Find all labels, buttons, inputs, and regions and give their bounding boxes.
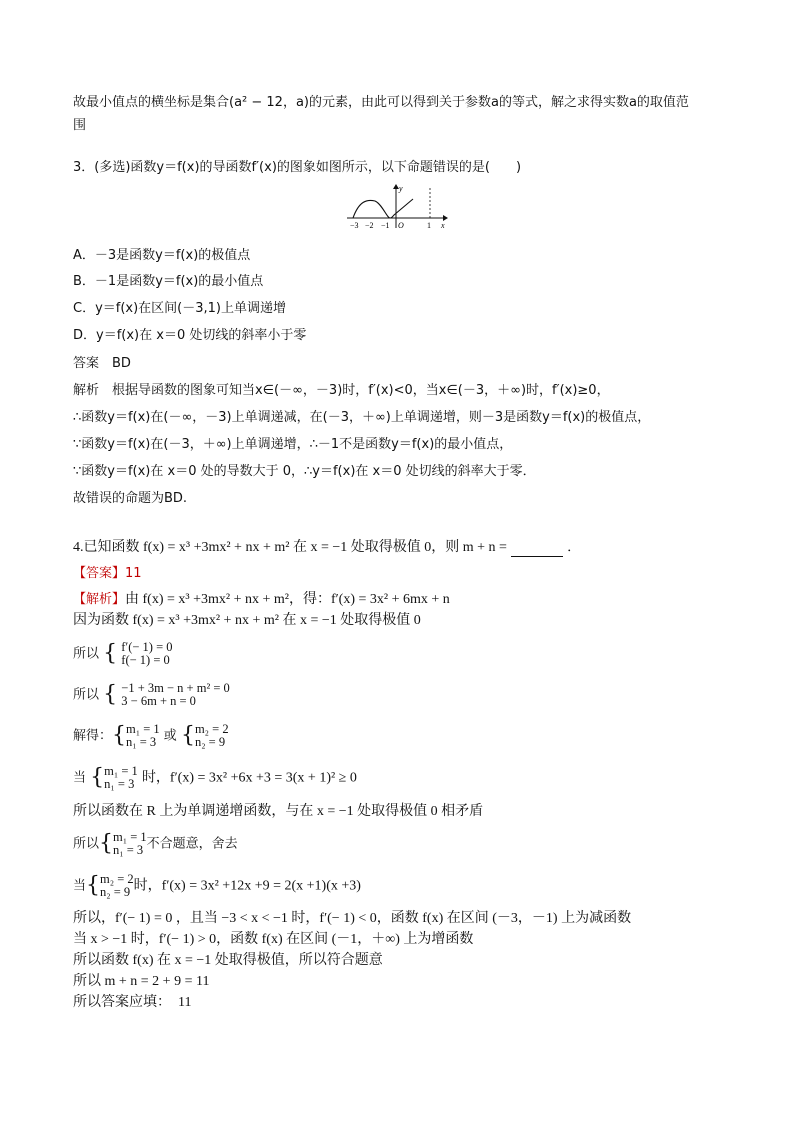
- brace: {: [112, 723, 127, 748]
- so-label: 所以: [73, 646, 100, 662]
- brace: {: [103, 682, 118, 707]
- reject-text: 不合题意，舍去: [146, 836, 238, 852]
- q4-system-2: [73, 681, 230, 710]
- tick-label-neg1: −1: [381, 221, 390, 230]
- answer-value: 11: [125, 566, 142, 581]
- case-1-text: 时，f′(x) = 3x² +6x +3 = 3(x + 1)² ≥ 0: [141, 770, 357, 786]
- origin-label: O: [398, 221, 404, 230]
- reject-m: m₁ = 1: [113, 830, 147, 844]
- q4-analysis-first: [73, 591, 450, 609]
- solution-1-n: n₁ = 3: [126, 735, 157, 749]
- derivative-curve: [353, 199, 413, 218]
- q4-answer: [73, 565, 142, 583]
- when-label: 当: [73, 770, 87, 786]
- q4-stem-text: 4.已知函数 f(x) = x³ +3mx² + nx + m² 在 x = −1 处取得极值 0，则 m + n =: [73, 540, 507, 555]
- q4-reject: [73, 830, 238, 859]
- q4-line-e: 所以答案应填： 11: [73, 995, 192, 1010]
- case-1-m: m₁ = 1: [104, 764, 138, 778]
- reject-values: [113, 831, 147, 857]
- solution-1-m: m₁ = 1: [126, 722, 160, 736]
- answer-tag: 【答案】: [73, 566, 126, 581]
- q3-analysis-5: 故错误的命题为BD.: [73, 491, 188, 506]
- derivative-graph: [345, 183, 450, 231]
- answer-blank: [511, 543, 563, 557]
- brace: {: [180, 723, 195, 748]
- tick-label-1: 1: [427, 221, 431, 230]
- brace: {: [103, 641, 118, 666]
- q4-line-a: 所以，f′(− 1) = 0 ，且当 −3 < x < −1 时，f′(− 1) < 0，函数 f(x) 在区间 (－3，－1) 上为减函数: [73, 911, 632, 926]
- solution-2-m: m₂ = 2: [194, 722, 229, 736]
- q4-line-b: 当 x > −1 时，f′(− 1) > 0，函数 f(x) 在区间 (－1，＋∞) 上为增函数: [73, 932, 474, 947]
- q4-contradiction: 所以函数在 R 上为单调递增函数，与在 x = −1 处取得极值 0 相矛盾: [73, 804, 484, 819]
- top-text-line-2: 围: [73, 118, 87, 133]
- q4-line-c: 所以函数 f(x) 在 x = −1 处取得极值，所以符合题意: [73, 953, 383, 968]
- q3-analysis-1: 解析 根据导函数的图象可知当x∈(－∞，－3)时，f′(x)<0，当x∈(－3，＋∞)时，f′(x)≥0，: [73, 383, 610, 398]
- q3-stem: 3．(多选)函数y＝f(x)的导函数f′(x)的图象如图所示，以下命题错误的是( ): [73, 160, 522, 175]
- reject-n: n₁ = 3: [113, 843, 144, 857]
- solution-1: [126, 723, 160, 749]
- q3-analysis-4: ∵函数y＝f(x)在 x＝0 处的导数大于 0，∴y＝f(x)在 x＝0 处切线的斜率大于零．: [73, 464, 536, 479]
- q4-because: 因为函数 f(x) = x³ +3mx² + nx + m² 在 x = −1 处取得极值 0: [73, 613, 421, 628]
- case-2-n: n₂ = 9: [100, 885, 131, 899]
- tick-label-neg3: −3: [350, 221, 359, 230]
- x-axis-label: x: [441, 221, 445, 230]
- q4-solutions: [73, 722, 229, 751]
- q4-system-1: [73, 640, 173, 669]
- solution-2: [195, 723, 229, 749]
- brace: {: [90, 765, 105, 790]
- tick-label-neg2: −2: [365, 221, 374, 230]
- case-2-m: m₂ = 2: [100, 872, 134, 886]
- q3-option-d: D．y＝f(x)在 x＝0 处切线的斜率小于零: [73, 328, 307, 343]
- q4-case-1: [73, 764, 357, 793]
- case-2-values: [100, 873, 134, 899]
- q4-line-d: 所以 m + n = 2 + 9 = 11: [73, 974, 210, 989]
- case-2-text: 时，f′(x) = 3x² +12x +9 = 2(x +1)(x +3): [133, 878, 361, 894]
- q4-case-2: [73, 872, 361, 901]
- analysis-tag: 【解析】: [73, 592, 126, 607]
- q3-answer: 答案 BD: [73, 356, 131, 371]
- system-1-eq2: f(− 1) = 0: [121, 653, 170, 667]
- y-axis-label: y: [399, 184, 403, 193]
- or-label: 或: [163, 728, 177, 744]
- q3-option-a: A．－3是函数y＝f(x)的极值点: [73, 248, 251, 263]
- case-1-values: [104, 765, 138, 791]
- system-1-eq1: f′(− 1) = 0: [121, 640, 173, 654]
- q3-analysis-2: ∴函数y＝f(x)在(－∞，－3)上单调递减，在(－3，＋∞)上单调递增，则－3是函数y＝f(x)的极值点，: [73, 410, 651, 425]
- solve-label: 解得：: [73, 728, 113, 744]
- so-label-3: 所以: [73, 836, 100, 852]
- brace: {: [86, 873, 101, 898]
- analysis-first-text: 由 f(x) = x³ +3mx² + nx + m²，得：f′(x) = 3x² + 6mx + n: [125, 592, 450, 607]
- q3-option-c: C．y＝f(x)在区间(－3,1)上单调递增: [73, 301, 287, 316]
- top-text-line-1: 故最小值点的横坐标是集合(a² − 12，a)的元素，由此可以得到关于参数a的等式，解之求得实数a的取值范: [73, 95, 689, 110]
- q3-analysis-3: ∵函数y＝f(x)在(－3，＋∞)上单调递增，∴－1不是函数y＝f(x)的最小值点，: [73, 437, 513, 452]
- solution-2-n: n₂ = 9: [194, 735, 226, 749]
- system-1-stack: [121, 641, 172, 667]
- q4-stem-end: ．: [567, 540, 581, 555]
- system-2-stack: [121, 682, 229, 708]
- system-2-eq1: −1 + 3m − n + m² = 0: [121, 681, 230, 695]
- system-2-eq2: 3 − 6m + n = 0: [121, 694, 196, 708]
- when-label-2: 当: [73, 878, 87, 894]
- case-1-n: n₁ = 3: [104, 777, 135, 791]
- q3-option-b: B．－1是函数y＝f(x)的最小值点: [73, 274, 264, 289]
- so-label-2: 所以: [73, 687, 100, 703]
- brace: {: [99, 831, 114, 856]
- q4-stem: [73, 539, 580, 557]
